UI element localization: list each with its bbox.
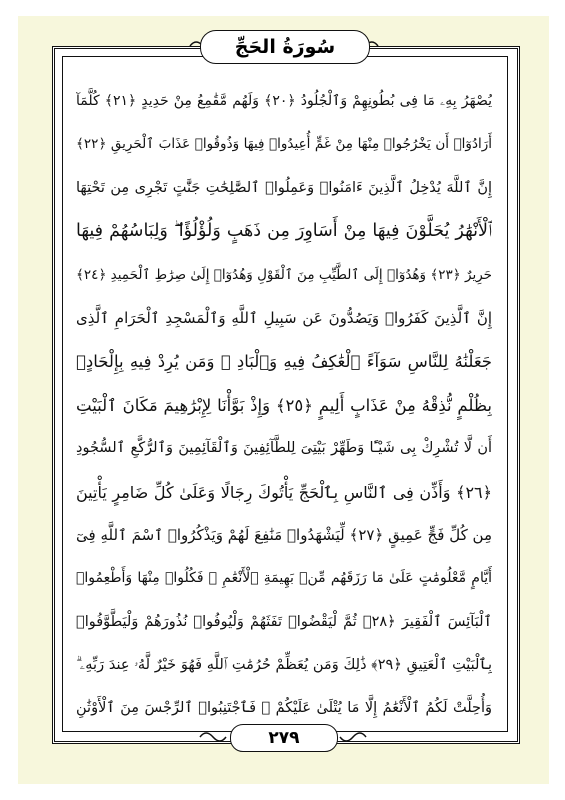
surah-title-cartouche (200, 30, 370, 64)
text-line: أَرَادُوٓا۟ أَن يَخْرُجُوا۟ مِنْهَا مِنْ غَمٍّ أُعِيدُوا۟ فِيهَا وَذُوقُوا۟ عَذَابَ ٱلْحَرِيقِ ﴿٢٢﴾ (76, 136, 492, 153)
text-line: أَن لَّا تُشْرِكْ بِى شَيْـًٔا وَطَهِّرْ بَيْتِىَ لِلطَّآئِفِينَ وَٱلْقَآئِمِينَ وَٱلرُّكَّعِ ٱلسُّجُودِ (76, 440, 492, 457)
text-line: ﴿٢٦﴾ وَأَذِّن فِى ٱلنَّاسِ بِٱلْحَجِّ يَأْتُوكَ رِجَالًا وَعَلَىٰ كُلِّ ضَامِرٍ يَأْتِينَ (76, 482, 492, 502)
page-number-cartouche (230, 724, 338, 752)
footer-ornament-right-icon (338, 729, 368, 745)
text-line: جَعَلْنَٰهُ لِلنَّاسِ سَوَآءً ٱلْعَٰكِفُ فِيهِ وَٱلْبَادِ ۚ وَمَن يُرِدْ فِيهِ بِإِلْحَادٍۭ (76, 352, 492, 372)
text-line: إِنَّ ٱللَّهَ يُدْخِلُ ٱلَّذِينَ ءَامَنُوا۟ وَعَمِلُوا۟ ٱلصَّٰلِحَٰتِ جَنَّٰتٍ تَجْرِى مِن تَحْتِهَا (76, 179, 492, 196)
text-line: وَأُحِلَّتْ لَكُمُ ٱلْأَنْعَٰمُ إِلَّا مَا يُتْلَىٰ عَلَيْكُمْ ۖ فَٱجْتَنِبُوا۟ ٱلرِّجْسَ مِنَ ٱلْأَوْثَٰنِ (76, 700, 492, 717)
text-line: يُصْهَرُ بِهِۦ مَا فِى بُطُونِهِمْ وَٱلْجُلُودُ ﴿٢٠﴾ وَلَهُم مَّقَٰمِعُ مِنْ حَدِيدٍ ﴿٢١﴾ كُلَّمَآ (76, 93, 492, 109)
text-line: حَرِيرٌ ﴿٢٣﴾ وَهُدُوٓا۟ إِلَى ٱلطَّيِّبِ مِنَ ٱلْقَوْلِ وَهُدُوٓا۟ إِلَىٰ صِرَٰطِ ٱلْحَمِيدِ ﴿٢٤﴾ (76, 266, 492, 283)
text-line: ٱلْأَنْهَٰرُ يُحَلَّوْنَ فِيهَا مِنْ أَسَاوِرَ مِن ذَهَبٍ وَلُؤْلُؤًا ۖ وَلِبَاسُهُمْ فِيهَا (76, 221, 492, 242)
text-line: مِن كُلِّ فَجٍّ عَمِيقٍ ﴿٢٧﴾ لِّيَشْهَدُوا۟ مَنَٰفِعَ لَهُمْ وَيَذْكُرُوا۟ ٱسْمَ ٱللَّهِ فِىٓ (76, 525, 492, 544)
text-line: أَيَّامٍ مَّعْلُومَٰتٍ عَلَىٰ مَا رَزَقَهُم مِّنۢ بَهِيمَةِ ٱلْأَنْعَٰمِ ۖ فَكُلُوا۟ مِنْهَا وَأَطْعِمُوا۟ (76, 570, 492, 587)
text-line: ٱلْبَآئِسَ ٱلْفَقِيرَ ﴿٢٨﴾ ثُمَّ لْيَقْضُوا۟ تَفَثَهُمْ وَلْيُوفُوا۟ نُذُورَهُمْ وَلْيَطَّوَّفُوا۟ (76, 613, 492, 630)
text-line: بِٱلْبَيْتِ ٱلْعَتِيقِ ﴿٢٩﴾ ذَٰلِكَ وَمَن يُعَظِّمْ حُرُمَٰتِ ٱللَّهِ فَهُوَ خَيْرٌ لَّهُۥ عِندَ رَبِّهِۦ ۗ (76, 657, 492, 674)
text-line: بِظُلْمٍ نُّذِقْهُ مِنْ عَذَابٍ أَلِيمٍ ﴿٢٥﴾ وَإِذْ بَوَّأْنَا لِإِبْرَٰهِيمَ مَكَانَ ٱلْبَيْتِ (76, 395, 492, 415)
surah-title: سُورَةُ الحَجِّ (234, 36, 336, 58)
page-number: ٢٧٩ (268, 728, 300, 748)
footer-ornament-left-icon (198, 729, 228, 745)
quran-text-block (76, 80, 492, 731)
text-line: إِنَّ ٱلَّذِينَ كَفَرُوا۟ وَيَصُدُّونَ عَن سَبِيلِ ٱللَّهِ وَٱلْمَسْجِدِ ٱلْحَرَامِ ٱلَّذِى (76, 308, 492, 327)
